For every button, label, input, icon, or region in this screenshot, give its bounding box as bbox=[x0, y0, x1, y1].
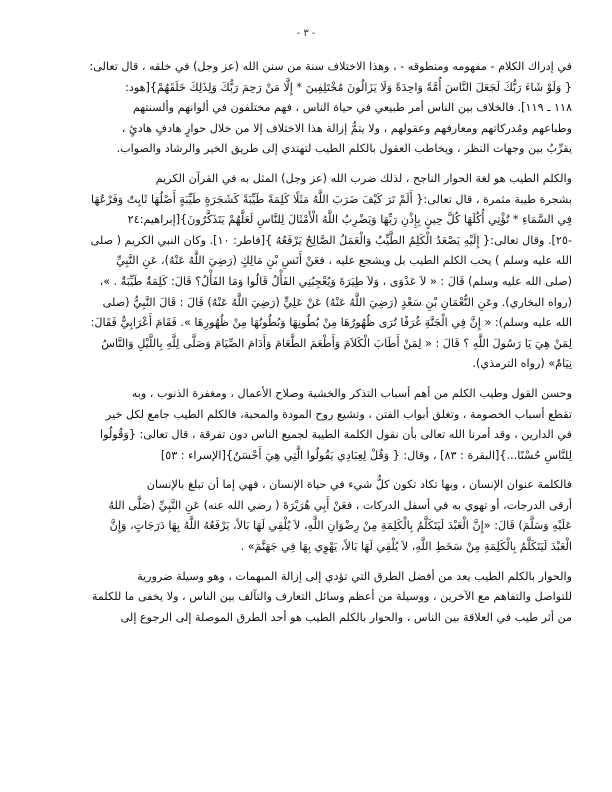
paragraph-2: والكلم الطيب هو لغة الحوار الناجح ، لذلك ضرب الله (عز وجل) المثل به في القرآن الكريم بشجرة طيبة مثمرة ، قال تعالى:{ أَلَمْ تَرَ كَيْفَ ضَرَبَ اللَّهُ مَثَلًا كَلِمَةً طَيِّبَةً كَشَجَرَةٍ طَيِّبَةٍ أَصْلُهَا ثَابِتٌ وَفَرْعُهَا فِي السَّمَاءِ * تُؤْتِي أُكُلَهَا كُلَّ حِينٍ بِإِذْنِ رَبِّهَا وَيَضْرِبُ اللَّهُ الْأَمْثَالَ لِلنَّاسِ لَعَلَّهُمْ يَتَذَكَّرُونَ}[إبراهيم:٢٤ -٢٥]. وقال تعالى:{ إِلَيْهِ يَصْعَدُ الْكَلِمُ الطَّيِّبُ وَالْعَمَلُ الصَّالِحُ يَرْفَعُهُ }[فاطر: ١٠]. وكان النبي الكريم ( صلى الله عليه وسلم ) يحب الكلم الطيب بل ويشجع عليه ، فعَنْ أَنَسِ بْنِ مَالِكٍ (رَضِيَ اللَّهُ عَنْهُ)، عَنِ النَّبِيِّ (صلى الله عليه وسلم) قَالَ : « لاَ عَدْوَى ، وَلاَ طِيَرَةَ وَيُعْجِبُنِي الفَأْلُ قَالُوا وَمَا الفَأْلُ؟ قَالَ: كَلِمَةٌ طَيِّبَةٌ . »، (رواه البخاري). وعَنِ النُّعْمَانِ بْنِ سَعْدٍ (رَضِيَ اللَّهُ عَنْهُ) عَنْ عَلِيٍّ (رَضِيَ اللَّهُ عَنْهُ) قَالَ : قَالَ النَّبِيُّ (صلى الله عليه وسلم): « إِنَّ فِي الْجَنَّةِ غُرَفًا تُرَى ظُهُورُهَا مِنْ بُطُونِهَا وَبُطُونُهَا مِنْ ظُهُورِهَا ». فَقَامَ أَعْرَابِيٌّ فَقَالَ: لِمَنْ هِيَ يَا رَسُولَ اللَّهِ ؟ قَالَ : « لِمَنْ أَطَابَ الْكَلاَمَ وَأَطْعَمَ الطَّعَامَ وَأَدَامَ الصِّيَامَ وَصَلَّى لِلَّهِ بِاللَّيْلِ وَالنَّاسُ نِيَامٌ» (رواه الترمذي). bbox=[90, 171, 572, 371]
document-page bbox=[40, 28, 572, 778]
paragraph-5: والحوار بالكلم الطيب يعد من أفضل الطرق التي تؤدي إلى إزالة المبهمات ، وهو وسيلة ضرورية للتواصل والتفاهم مع الآخرين ، ووسيلة من أعظم وسائل التعارف والتآلف بين الناس ، ولا يخفى ما للكلمة من أثر طيب في العلاقة بين الناس ، والحوار بالكلم الطيب هو أحد الطرق الموصلة إلى الرجوع إلى bbox=[91, 569, 572, 624]
paragraph-4: فالكلمة عنوان الإنسان ، وبها تكاد تكون كلُّ شيء في حياة الإنسان ، فهي إما أن تبلغ بالإنسان أرقى الدرجات، أو تهوي به في أسفل الدركات ، فعَنْ أَبِي هُرَيْرَةَ ( رضي الله عنه) عَنِ النَّبِيِّ (صَلَّى اللهُ عَلَيْهِ وَسَلَّمَ) قَالَ: «إِنَّ الْعَبْدَ لَيَتَكَلَّمُ بِالْكَلِمَةِ مِنْ رِضْوَانِ اللَّهِ، لاَ يُلْقِي لَهَا بَالاً، يَرْفَعُهُ اللَّهُ بِهَا دَرَجَاتٍ، وَإِنَّ الْعَبْدَ لَيَتَكَلَّمُ بِالْكَلِمَةِ مِنْ سَخَطِ اللَّهِ، لاَ يُلْقِي لَهَا بَالاً، يَهْوِي بِهَا فِي جَهَنَّمَ» . bbox=[108, 478, 572, 554]
paragraph-1: في إدراك الكلام - مفهومه ومنطوقه - ، وهذا الاختلاف سنة من سنن الله (عز وجل) في خلقه ، قال تعالى: { وَلَوْ شَاءَ رَبُّكَ لَجَعَلَ النَّاسَ أُمَّةً وَاحِدَةً وَلَا يَزَالُونَ مُخْتَلِفِينَ * إِلَّا مَنْ رَحِمَ رَبُّكَ وَلِذَلِكَ خَلَقَهُمْ}[هود: ١١٨ ـ ١١٩]. فالخلاف بين الناس أمر طبيعي في حياة الناس ، فهم مختلفون في ألوانهم وألسنتهم وطباعهم ومُدركاتهم ومعارفهم وعقولهم ، ولا يتمُّ إزالة هذا الاختلاف إلا من خلال حوارٍ هادفٍ هادئٍ ، يقرِّبُ بين وجهات النظر ، ويخاطب العقول بالكلم الطيب لتهتدي إلى طريق الخير والرشاد والصواب. bbox=[89, 60, 572, 156]
page-number: - ٣ - bbox=[296, 28, 316, 39]
paragraph-3: وحسن القول وطيب الكلم من أهم أسباب التذكر والخشية وصلاح الأعمال ، ومغفرة الذنوب ، وبه تقطع أسباب الخصومة ، وتغلق أبواب الفتن ، وتشيع روح المودة والمحبة، فالكلم الطيب جامع لكل خير في الدارين ، وقد أمرنا الله تعالى بأن نقول الكلمة الطيبة لجميع الناس دون تفرقة ، قال تعالى: {وَقُولُوا لِلنَّاسِ حُسْنًا...}[البقرة : ٨٣] ، وقال: { وَقُلْ لِعِبَادِي يَقُولُوا الَّتِي هِيَ أَحْسَنُ}[الإسراء : ٥٣] bbox=[100, 386, 572, 462]
